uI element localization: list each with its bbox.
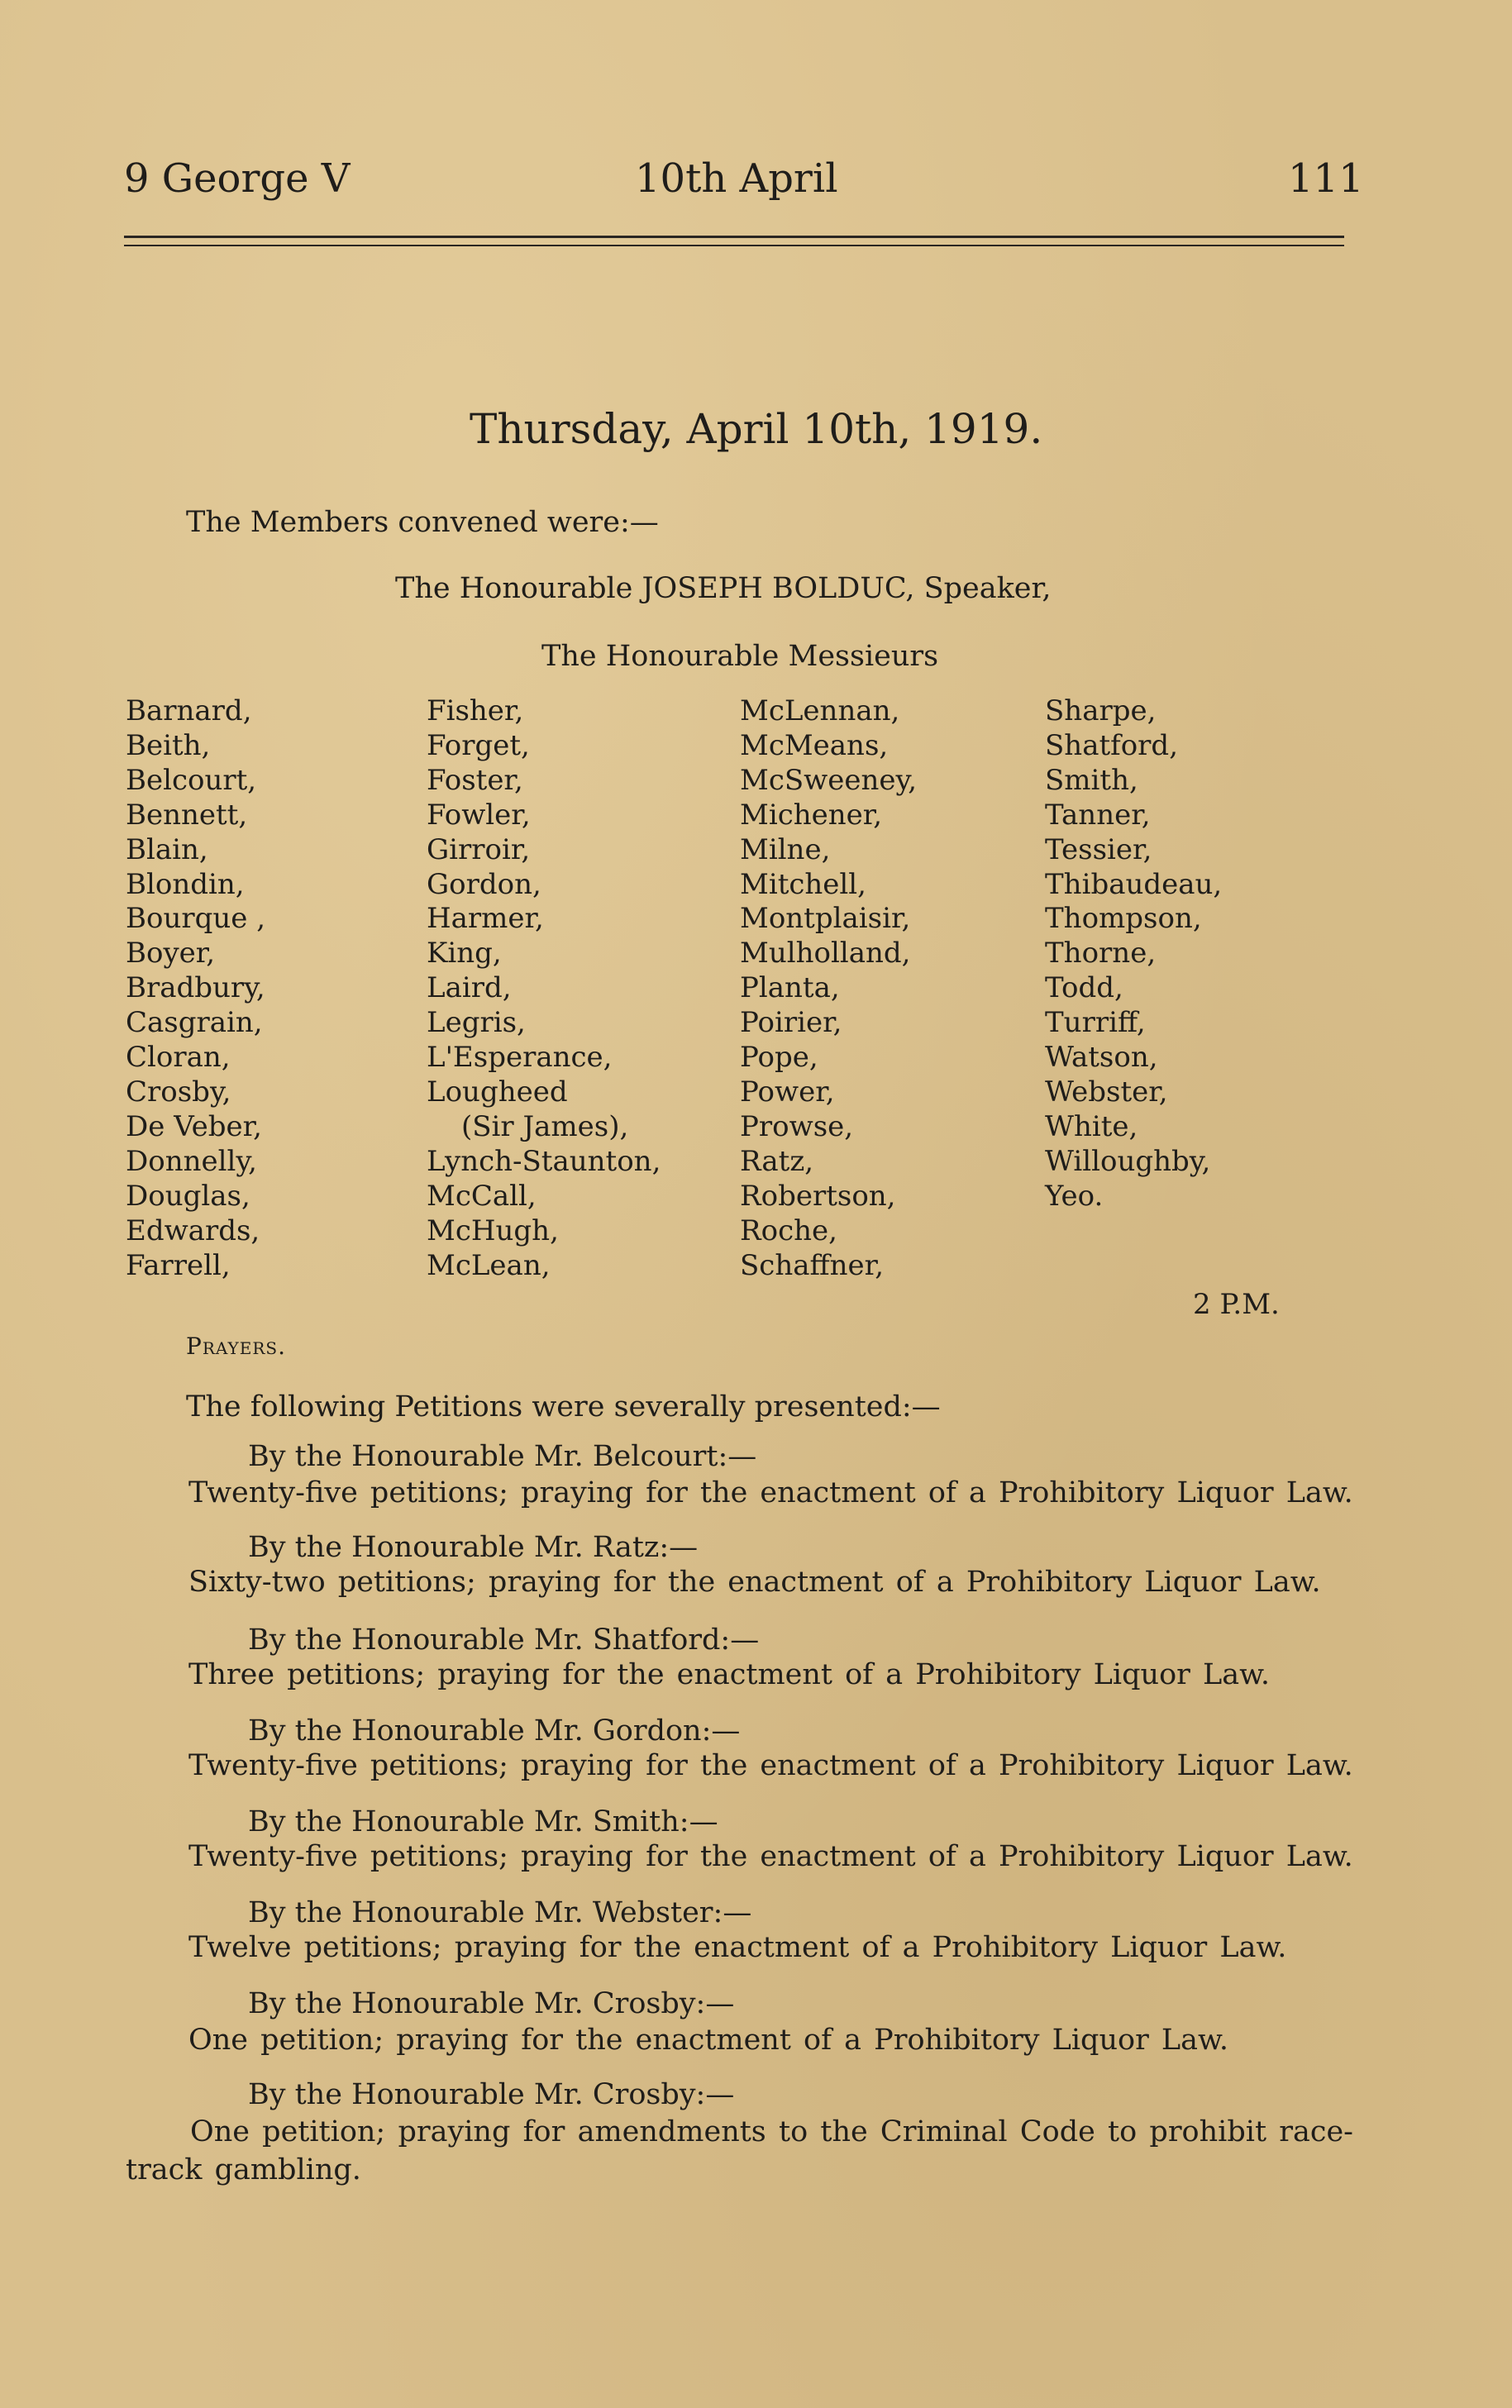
petition-presenter: By the Honourable Mr. Ratz:— — [248, 1531, 699, 1564]
member-name: Pope, — [740, 1041, 818, 1075]
member-name: Belcourt, — [126, 763, 257, 797]
member-name: McLean, — [427, 1248, 551, 1282]
member-name: Lougheed — [427, 1075, 568, 1109]
member-name: White, — [1045, 1109, 1138, 1143]
member-name: Bourque , — [126, 902, 266, 936]
member-name: Yeo. — [1045, 1179, 1104, 1213]
header-regnal-year: 9 George V — [124, 155, 351, 202]
member-name: Blain, — [126, 832, 208, 866]
member-name: Robertson, — [740, 1179, 896, 1213]
petition-text: Twenty-five petitions; praying for the enactment of a Prohibitory Liquor Law. — [188, 1476, 1353, 1509]
page-number: 111 — [1288, 155, 1364, 202]
member-name: Thibaudeau, — [1045, 867, 1223, 901]
member-name: Legris, — [427, 1006, 526, 1040]
messieurs-heading: The Honourable Messieurs — [541, 640, 939, 673]
member-name: Foster, — [427, 763, 523, 797]
member-name: Forget, — [427, 728, 530, 762]
member-name: Laird, — [427, 971, 512, 1005]
member-name: Casgrain, — [126, 1006, 263, 1040]
petition-presenter: By the Honourable Mr. Smith:— — [248, 1805, 718, 1838]
member-name: Lynch-Staunton, — [427, 1144, 661, 1178]
member-name: McMeans, — [740, 728, 889, 762]
member-name: Shatford, — [1045, 728, 1179, 762]
petition-text: Twenty-five petitions; praying for the enactment of a Prohibitory Liquor Law. — [188, 1749, 1353, 1782]
members-column-3 — [740, 694, 917, 1283]
members-column-4 — [1045, 694, 1222, 1214]
member-name: Todd, — [1045, 971, 1123, 1005]
member-name: Thorne, — [1045, 937, 1157, 970]
member-name: Webster, — [1045, 1075, 1168, 1109]
member-name: Power, — [740, 1075, 835, 1109]
petition-text: Twenty-five petitions; praying for the enactment of a Prohibitory Liquor Law. — [188, 1840, 1353, 1873]
member-name: McHugh, — [427, 1214, 559, 1247]
member-name: Donnelly, — [126, 1144, 257, 1178]
petition-text: One petition; praying for amendments to the Criminal Code to prohibit race-track gambling. — [126, 2115, 1353, 2186]
petition-text: Three petitions; praying for the enactment of a Prohibitory Liquor Law. — [188, 1658, 1271, 1691]
header-rule-bottom — [124, 245, 1344, 246]
member-name-continuation: (Sir James), — [461, 1109, 629, 1143]
member-name: Gordon, — [427, 867, 541, 901]
member-name: Smith, — [1045, 763, 1138, 797]
member-name: Watson, — [1045, 1041, 1158, 1075]
member-name: Edwards, — [126, 1214, 260, 1247]
member-name: Douglas, — [126, 1179, 250, 1213]
member-name: Milne, — [740, 832, 831, 866]
member-name: Schaffner, — [740, 1248, 885, 1282]
member-name: King, — [427, 937, 502, 970]
petitions-intro: The following Petitions were severally presented:— — [186, 1390, 941, 1423]
header-date: 10th April — [635, 155, 838, 202]
member-name: Barnard, — [126, 694, 252, 727]
member-name: McCall, — [427, 1179, 537, 1213]
member-name: Michener, — [740, 798, 883, 832]
member-name: Harmer, — [427, 902, 544, 936]
member-name: Willoughby, — [1045, 1144, 1211, 1178]
member-name: Fowler, — [427, 798, 531, 832]
member-name: Planta, — [740, 971, 840, 1005]
petition-text: Sixty-two petitions; praying for the enactment of a Prohibitory Liquor Law. — [188, 1566, 1321, 1599]
petition-presenter: By the Honourable Mr. Shatford:— — [248, 1624, 760, 1657]
member-name: Tanner, — [1045, 798, 1151, 832]
petition-text: One petition; praying for the enactment of a Prohibitory Liquor Law. — [188, 2024, 1228, 2057]
member-name: Thompson, — [1045, 902, 1202, 936]
member-name: Tessier, — [1045, 832, 1152, 866]
member-name: Farrell, — [126, 1248, 231, 1282]
member-name: Bennett, — [126, 798, 248, 832]
member-name: Crosby, — [126, 1075, 231, 1109]
member-name: Poirier, — [740, 1006, 842, 1040]
speaker-line: The Honourable JOSEPH BOLDUC, Speaker, — [395, 572, 1052, 605]
member-name: Fisher, — [427, 694, 524, 727]
petition-presenter: By the Honourable Mr. Gordon:— — [248, 1714, 741, 1748]
petition-text: Twelve petitions; praying for the enactment of a Prohibitory Liquor Law. — [188, 1931, 1287, 1964]
member-name: Turriff, — [1045, 1006, 1146, 1040]
member-name: Montplaisir, — [740, 902, 911, 936]
member-name: De Veber, — [126, 1109, 262, 1143]
petition-presenter: By the Honourable Mr. Webster:— — [248, 1896, 752, 1929]
petition-presenter: By the Honourable Mr. Crosby:— — [248, 2078, 735, 2111]
member-name: Prowse, — [740, 1109, 854, 1143]
members-column-2 — [427, 694, 661, 1283]
convened-line: The Members convened were:— — [186, 506, 659, 539]
prayers-heading: Prayers. — [186, 1333, 286, 1360]
member-name: Mitchell, — [740, 867, 866, 901]
member-name: Cloran, — [126, 1041, 231, 1075]
member-name: McLennan, — [740, 694, 900, 727]
petition-presenter: By the Honourable Mr. Crosby:— — [248, 1987, 735, 2020]
members-column-1 — [126, 694, 265, 1283]
sitting-time: 2 P.M. — [1193, 1288, 1280, 1321]
member-name: Beith, — [126, 728, 211, 762]
member-name: Ratz, — [740, 1144, 814, 1178]
header-rule-top — [124, 236, 1344, 238]
sitting-date: Thursday, April 10th, 1919. — [470, 405, 1043, 453]
member-name: Bradbury, — [126, 971, 265, 1005]
member-name: McSweeney, — [740, 763, 918, 797]
member-name: L'Esperance, — [427, 1041, 613, 1075]
member-name: Blondin, — [126, 867, 245, 901]
member-name: Roche, — [740, 1214, 837, 1247]
member-name: Boyer, — [126, 937, 216, 970]
member-name: Mulholland, — [740, 937, 911, 970]
petition-presenter: By the Honourable Mr. Belcourt:— — [248, 1440, 757, 1473]
member-name: Girroir, — [427, 832, 531, 866]
member-name: Sharpe, — [1045, 694, 1157, 727]
